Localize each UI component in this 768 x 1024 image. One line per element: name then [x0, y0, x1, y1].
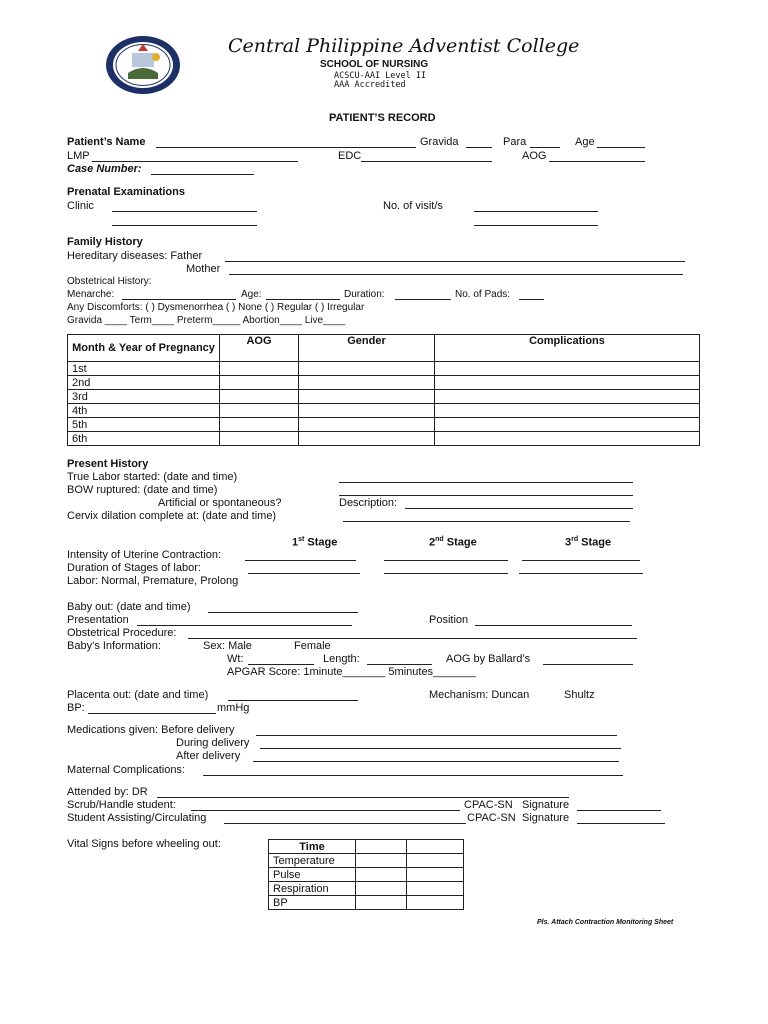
scrub-student-label: Scrub/Handle student: — [67, 799, 176, 811]
bow-label: BOW ruptured: (date and time) — [67, 484, 218, 496]
row-label: BP — [269, 896, 356, 910]
bp-field[interactable] — [88, 713, 216, 714]
present-history-heading: Present History — [67, 458, 149, 470]
table-cell[interactable] — [407, 882, 464, 896]
presentation-label: Presentation — [67, 614, 129, 626]
prenatal-heading: Prenatal Examinations — [67, 186, 185, 198]
age-label: Age — [575, 136, 595, 148]
table-row — [68, 432, 700, 446]
father-field[interactable] — [225, 261, 685, 262]
hereditary-father-label: Hereditary diseases: Father — [67, 250, 203, 262]
table-row — [68, 404, 700, 418]
table-row — [269, 896, 464, 910]
row-label: 3rd — [68, 390, 220, 404]
mother-label: Mother — [186, 263, 221, 275]
college-seal-logo — [104, 35, 182, 95]
row-label: Pulse — [269, 868, 356, 882]
position-field[interactable] — [475, 625, 632, 626]
row-label: 6th — [68, 432, 220, 446]
vital-signs-label: Vital Signs before wheeling out: — [67, 838, 221, 850]
table-cell[interactable] — [356, 868, 407, 882]
table-row — [68, 362, 700, 376]
description-label: Description: — [339, 497, 398, 509]
table-cell[interactable] — [299, 418, 435, 432]
table-cell[interactable] — [220, 418, 299, 432]
table-cell[interactable] — [435, 376, 700, 390]
para-field[interactable] — [530, 147, 560, 148]
intensity-stage3-field[interactable] — [522, 560, 640, 561]
maternal-complications-field[interactable] — [203, 775, 623, 776]
menarche-age-field[interactable] — [266, 299, 340, 300]
accredited-text: AAA Accredited — [334, 80, 406, 90]
duration-stages-label: Duration of Stages of labor: — [67, 562, 201, 574]
length-label: Length: — [323, 653, 360, 665]
gravida-label: Gravida — [420, 136, 459, 148]
table-cell[interactable] — [407, 840, 464, 854]
row-label: 4th — [68, 404, 220, 418]
table-row — [269, 882, 464, 896]
row-label: Respiration — [269, 882, 356, 896]
clinic-field-2[interactable] — [112, 225, 257, 226]
table-row — [68, 418, 700, 432]
table-cell[interactable] — [299, 390, 435, 404]
true-labor-field[interactable] — [339, 482, 633, 483]
table-row — [269, 854, 464, 868]
mmhg-unit: mmHg — [217, 702, 250, 714]
aog-ballard-field[interactable] — [543, 664, 633, 665]
row-label: Temperature — [269, 854, 356, 868]
aog-label: AOG — [522, 150, 547, 162]
student-assisting-label: Student Assisting/Circulating — [67, 812, 207, 824]
vital-signs-table — [268, 839, 464, 910]
stage-1-header: 1st Stage — [292, 536, 338, 549]
mechanism-duncan-option[interactable]: Mechanism: Duncan — [429, 689, 530, 701]
presentation-field[interactable] — [137, 625, 352, 626]
age-field[interactable] — [597, 147, 645, 148]
menarche-field[interactable] — [122, 299, 236, 300]
mechanism-shultz-option[interactable]: Shultz — [564, 689, 595, 701]
scrub-student-field[interactable] — [191, 810, 460, 811]
weight-field[interactable] — [248, 664, 314, 665]
description-field[interactable] — [405, 508, 633, 509]
artificial-label: Artificial or spontaneous? — [158, 497, 282, 509]
discomforts-options[interactable]: Any Discomforts: ( ) Dysmenorrhea ( ) None ( ) Regular ( ) Irregular — [67, 302, 365, 313]
aog-ballard-label: AOG by Ballard’s — [446, 653, 531, 665]
table-cell[interactable] — [407, 854, 464, 868]
visits-field-1[interactable] — [474, 211, 598, 212]
labor-type-label[interactable]: Labor: Normal, Premature, Prolong — [67, 575, 239, 587]
lmp-field[interactable] — [92, 161, 298, 162]
attended-by-label: Attended by: DR — [67, 786, 148, 798]
table-cell[interactable] — [220, 362, 299, 376]
duration-label: Duration: — [344, 289, 385, 300]
table-cell[interactable] — [356, 882, 407, 896]
patient-name-label: Patient’s Name — [67, 136, 146, 148]
baby-out-label: Baby out: (date and time) — [67, 601, 191, 613]
clinic-label: Clinic — [67, 200, 94, 212]
attended-by-field[interactable] — [157, 797, 569, 798]
meds-during-label: During delivery — [176, 737, 250, 749]
intensity-stage2-field[interactable] — [384, 560, 508, 561]
table-cell[interactable] — [220, 390, 299, 404]
pads-label: No. of Pads: — [455, 289, 511, 300]
table-cell[interactable] — [299, 376, 435, 390]
para-label: Para — [503, 136, 527, 148]
table-header-complications: Complications — [435, 335, 700, 362]
placenta-out-field[interactable] — [228, 700, 358, 701]
table-cell[interactable] — [299, 362, 435, 376]
pads-field[interactable] — [519, 299, 544, 300]
school-name: SCHOOL OF NURSING — [320, 59, 429, 70]
family-history-heading: Family History — [67, 236, 143, 248]
duration-field[interactable] — [395, 299, 451, 300]
table-cell[interactable] — [435, 390, 700, 404]
cpac-sn-label-1: CPAC-SN — [464, 799, 513, 811]
table-cell[interactable] — [407, 896, 464, 910]
form-title: PATIENT’S RECORD — [329, 112, 436, 124]
menarche-label: Menarche: — [67, 289, 115, 300]
baby-out-field[interactable] — [208, 612, 358, 613]
pregnancy-history-table — [67, 334, 700, 446]
length-field[interactable] — [367, 664, 432, 665]
lmp-label: LMP — [67, 150, 90, 162]
table-cell[interactable] — [407, 868, 464, 882]
stage-3-header: 3rd Stage — [565, 536, 612, 549]
table-cell[interactable] — [435, 362, 700, 376]
table-cell[interactable] — [220, 404, 299, 418]
table-cell[interactable] — [220, 432, 299, 446]
clinic-field-1[interactable] — [112, 211, 257, 212]
sex-female-option[interactable]: Female — [294, 640, 331, 652]
footer-note: Pls. Attach Contraction Monitoring Sheet — [537, 919, 674, 926]
gravida-history-line[interactable]: Gravida ____ Term____ Preterm_____ Abortion____ Live____ — [67, 315, 346, 326]
procedure-field[interactable] — [188, 638, 637, 639]
signature-field-1[interactable] — [577, 810, 661, 811]
table-cell[interactable] — [435, 432, 700, 446]
bp-label: BP: — [67, 702, 85, 714]
menarche-age-label: Age: — [241, 289, 262, 300]
cervix-field[interactable] — [343, 521, 630, 522]
meds-after-field[interactable] — [253, 761, 619, 762]
procedure-label: Obstetrical Procedure: — [67, 627, 177, 639]
patient-name-field[interactable] — [156, 147, 416, 148]
row-label: 1st — [68, 362, 220, 376]
table-row — [269, 868, 464, 882]
cpac-sn-label-2: CPAC-SN — [467, 812, 516, 824]
visits-field-2[interactable] — [474, 225, 598, 226]
table-cell[interactable] — [435, 418, 700, 432]
meds-before-label: Medications given: Before delivery — [67, 724, 235, 736]
student-assisting-field[interactable] — [224, 823, 466, 824]
sex-male-option[interactable]: Sex: Male — [203, 640, 252, 652]
cervix-label: Cervix dilation complete at: (date and time) — [67, 510, 277, 522]
vitals-header-time: Time — [269, 840, 356, 854]
visits-label: No. of visit/s — [383, 200, 443, 212]
signature-label-1: Signature — [522, 799, 570, 811]
table-cell[interactable] — [220, 376, 299, 390]
edc-field[interactable] — [361, 161, 492, 162]
mother-field[interactable] — [229, 274, 683, 275]
aog-field[interactable] — [549, 161, 645, 162]
signature-field-2[interactable] — [577, 823, 665, 824]
position-label: Position — [429, 614, 469, 626]
edc-label: EDC — [338, 150, 362, 162]
stage-2-header: 2nd Stage — [429, 536, 477, 549]
duration-stage3-field[interactable] — [519, 573, 643, 574]
meds-before-field[interactable] — [256, 735, 617, 736]
table-cell[interactable] — [356, 896, 407, 910]
apgar-score-line[interactable]: APGAR Score: 1minute_______ 5minutes_______ — [227, 666, 476, 678]
table-row — [68, 376, 700, 390]
maternal-complications-label: Maternal Complications: — [67, 764, 185, 776]
weight-label: Wt: — [227, 653, 244, 665]
placenta-out-label: Placenta out: (date and time) — [67, 689, 209, 701]
table-header-gender: Gender — [299, 335, 435, 362]
signature-label-2: Signature — [522, 812, 570, 824]
intensity-label: Intensity of Uterine Contraction: — [67, 549, 222, 561]
obstetrical-history-label: Obstetrical History: — [67, 276, 152, 287]
intensity-stage1-field[interactable] — [245, 560, 356, 561]
bow-field[interactable] — [339, 495, 633, 496]
meds-after-label: After delivery — [176, 750, 241, 762]
table-cell[interactable] — [356, 840, 407, 854]
table-cell[interactable] — [299, 404, 435, 418]
baby-info-label: Baby’s Information: — [67, 640, 161, 652]
row-label: 5th — [68, 418, 220, 432]
duration-stage2-field[interactable] — [384, 573, 508, 574]
case-number-label: Case Number: — [67, 163, 142, 175]
gravida-field[interactable] — [466, 147, 492, 148]
accreditation-level: ACSCU-AAI Level II — [334, 71, 427, 81]
case-number-field[interactable] — [151, 174, 254, 175]
true-labor-label: True Labor started: (date and time) — [67, 471, 238, 483]
duration-stage1-field[interactable] — [248, 573, 360, 574]
table-cell[interactable] — [299, 432, 435, 446]
college-name: Central Philippine Adventist College — [228, 35, 580, 57]
table-cell[interactable] — [356, 854, 407, 868]
meds-during-field[interactable] — [260, 748, 621, 749]
table-cell[interactable] — [435, 404, 700, 418]
table-header-month-year: Month & Year of Pregnancy — [68, 335, 220, 362]
row-label: 2nd — [68, 376, 220, 390]
table-header-aog: AOG — [220, 335, 299, 362]
table-row — [68, 390, 700, 404]
